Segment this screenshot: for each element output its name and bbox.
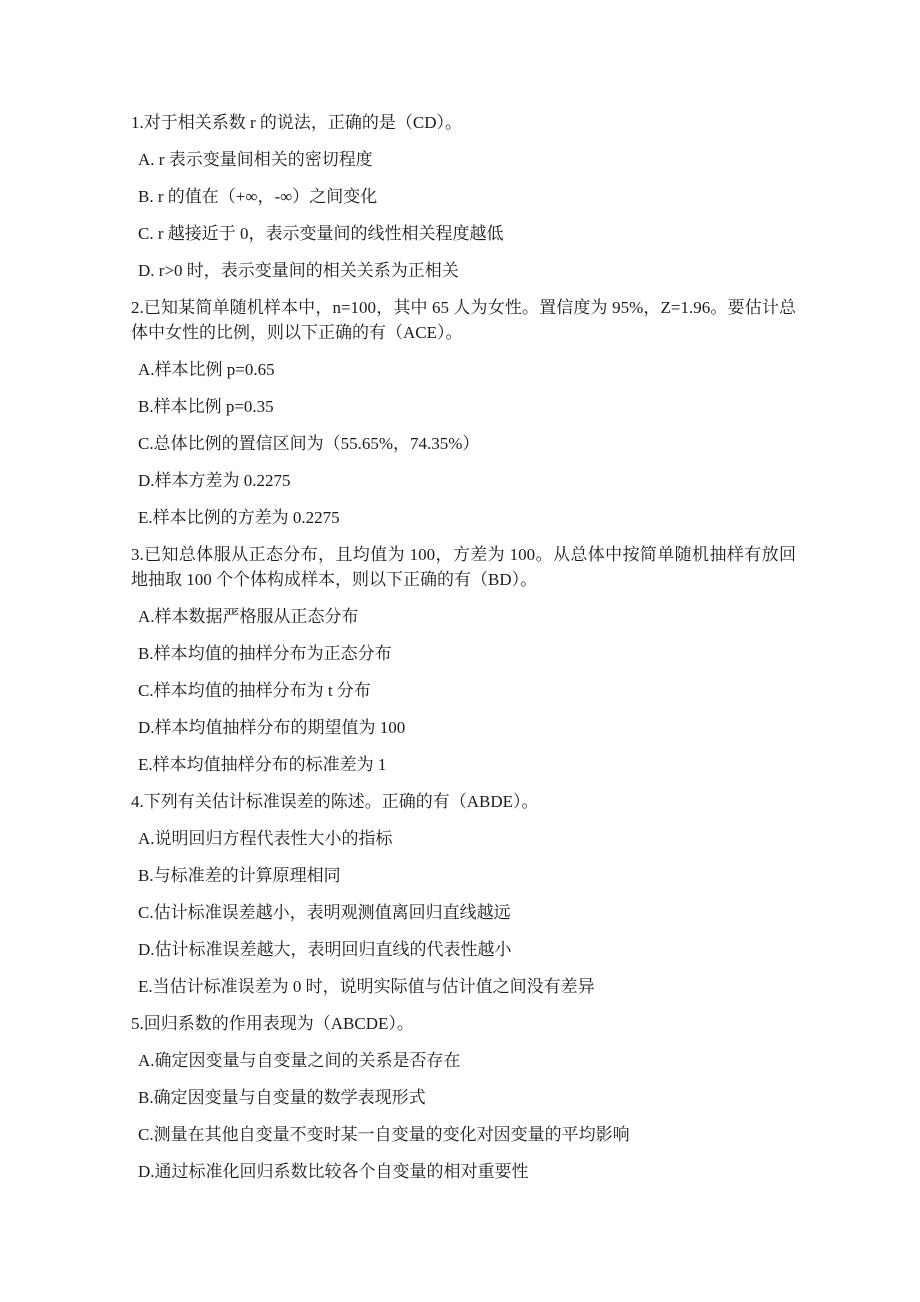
question-5-option-a: A.确定因变量与自变量之间的关系是否存在: [138, 1051, 461, 1070]
question-3-option-b: B.样本均值的抽样分布为正态分布: [138, 644, 392, 663]
question-block-1: [131, 110, 796, 283]
question-1-option-c: C. r 越接近于 0，表示变量间的线性相关程度越低: [138, 224, 504, 243]
question-5-option-c: C.测量在其他自变量不变时某一自变量的变化对因变量的平均影响: [138, 1125, 630, 1144]
document-body: [131, 110, 796, 1184]
question-3-option-a: A.样本数据严格服从正态分布: [138, 607, 359, 626]
question-2-option-c: C.总体比例的置信区间为（55.65%，74.35%）: [138, 434, 480, 453]
question-3-option-c: C.样本均值的抽样分布为 t 分布: [138, 681, 371, 700]
question-3-option-d: D.样本均值抽样分布的期望值为 100: [138, 718, 406, 737]
question-block-2: [131, 295, 796, 530]
question-1-stem: 1.对于相关系数 r 的说法，正确的是（CD）。: [131, 113, 463, 132]
question-block-5: [131, 1011, 796, 1184]
question-2-option-e: E.样本比例的方差为 0.2275: [138, 508, 340, 527]
question-block-3: [131, 542, 796, 777]
question-3-option-e: E.样本均值抽样分布的标准差为 1: [138, 755, 387, 774]
question-5-stem: 5.回归系数的作用表现为（ABCDE）。: [131, 1014, 414, 1033]
question-4-option-d: D.估计标准误差越大，表明回归直线的代表性越小: [138, 940, 512, 959]
question-2-option-b: B.样本比例 p=0.35: [138, 397, 274, 416]
question-1-option-d: D. r>0 时，表示变量间的相关关系为正相关: [138, 261, 459, 280]
question-4-stem: 4.下列有关估计标准误差的陈述。正确的有（ABDE）。: [131, 792, 539, 811]
question-2-stem: 2.已知某简单随机样本中，n=100，其中 65 人为女性。置信度为 95%，Z=1.96。要估计总体中女性的比例，则以下正确的有（ACE）。: [131, 298, 796, 342]
question-4-option-e: E.当估计标准误差为 0 时，说明实际值与估计值之间没有差异: [138, 977, 595, 996]
question-4-option-b: B.与标准差的计算原理相同: [138, 866, 341, 885]
question-1-option-b: B. r 的值在（+∞，-∞）之间变化: [138, 187, 378, 206]
question-4-option-c: C.估计标准误差越小，表明观测值离回归直线越远: [138, 903, 511, 922]
question-4-option-a: A.说明回归方程代表性大小的指标: [138, 829, 393, 848]
question-2-option-a: A.样本比例 p=0.65: [138, 360, 275, 379]
question-3-stem: 3.已知总体服从正态分布，且均值为 100，方差为 100。从总体中按简单随机抽样有放回地抽取 100 个个体构成样本，则以下正确的有（BD）。: [131, 545, 796, 589]
question-5-option-d: D.通过标准化回归系数比较各个自变量的相对重要性: [138, 1162, 529, 1181]
question-block-4: [131, 789, 796, 999]
question-5-option-b: B.确定因变量与自变量的数学表现形式: [138, 1088, 426, 1107]
question-1-option-a: A. r 表示变量间相关的密切程度: [138, 150, 373, 169]
question-2-option-d: D.样本方差为 0.2275: [138, 471, 291, 490]
